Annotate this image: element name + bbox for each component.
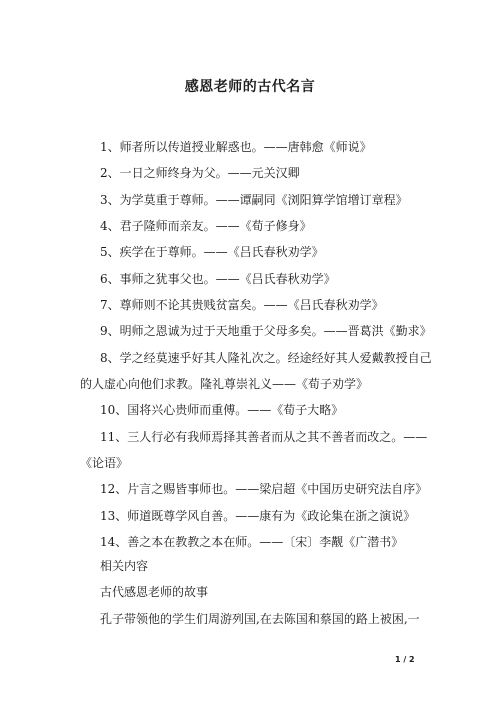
story-heading: 古代感恩老师的故事 [100, 585, 209, 599]
story-text: 孔子带领他的学生们周游列国,在去陈国和蔡国的路上被困,一 [100, 612, 420, 626]
quote-line-8a: 8、学之经莫速乎好其人隆礼次之。经途经好其人爱戴教授自己 [100, 351, 432, 365]
related-heading: 相关内容 [100, 559, 149, 573]
document-title: 感恩老师的古代名言 [184, 79, 316, 95]
quote-line-6: 6、事师之犹事父也。——《吕氏春秋劝学》 [100, 272, 336, 286]
quote-line-8b: 的人虚心向他们求教。隆礼尊崇礼义——《荀子劝学》 [80, 377, 369, 391]
quote-line-7: 7、尊师则不论其贵贱贫富矣。——《吕氏春秋劝学》 [100, 298, 384, 312]
quote-line-14: 14、善之本在教教之本在师。——〔宋〕李觏《广潜书》 [100, 535, 404, 549]
quote-line-4: 4、君子隆师而亲友。——《荀子修身》 [100, 219, 312, 233]
quote-line-9: 9、明师之恩诚为过于天地重于父母多矣。——晋葛洪《勤求》 [100, 324, 432, 338]
quote-line-12: 12、片言之赐皆事师也。——梁启超《中国历史研究法自序》 [100, 482, 428, 496]
quote-line-5: 5、疾学在于尊师。——《吕氏春秋劝学》 [100, 245, 324, 259]
quote-line-11a: 11、三人行必有我师焉择其善者而从之其不善者而改之。—— [100, 430, 428, 444]
quote-line-3: 3、为学莫重于尊师。——谭嗣同《浏阳算学馆增订章程》 [100, 193, 408, 207]
quote-line-2: 2、一日之师终身为父。——元关汉卿 [100, 166, 300, 180]
quote-line-10: 10、国将兴心贵师而重傅。——《荀子大略》 [100, 403, 344, 417]
page-number: 1 / 2 [395, 655, 415, 664]
quote-line-1: 1、师者所以传道授业解惑也。——唐韩愈《师说》 [100, 140, 372, 154]
quote-line-11b: 《论语》 [80, 456, 129, 470]
quote-line-13: 13、师道既尊学风自善。——康有为《政论集在浙之演说》 [100, 509, 416, 523]
